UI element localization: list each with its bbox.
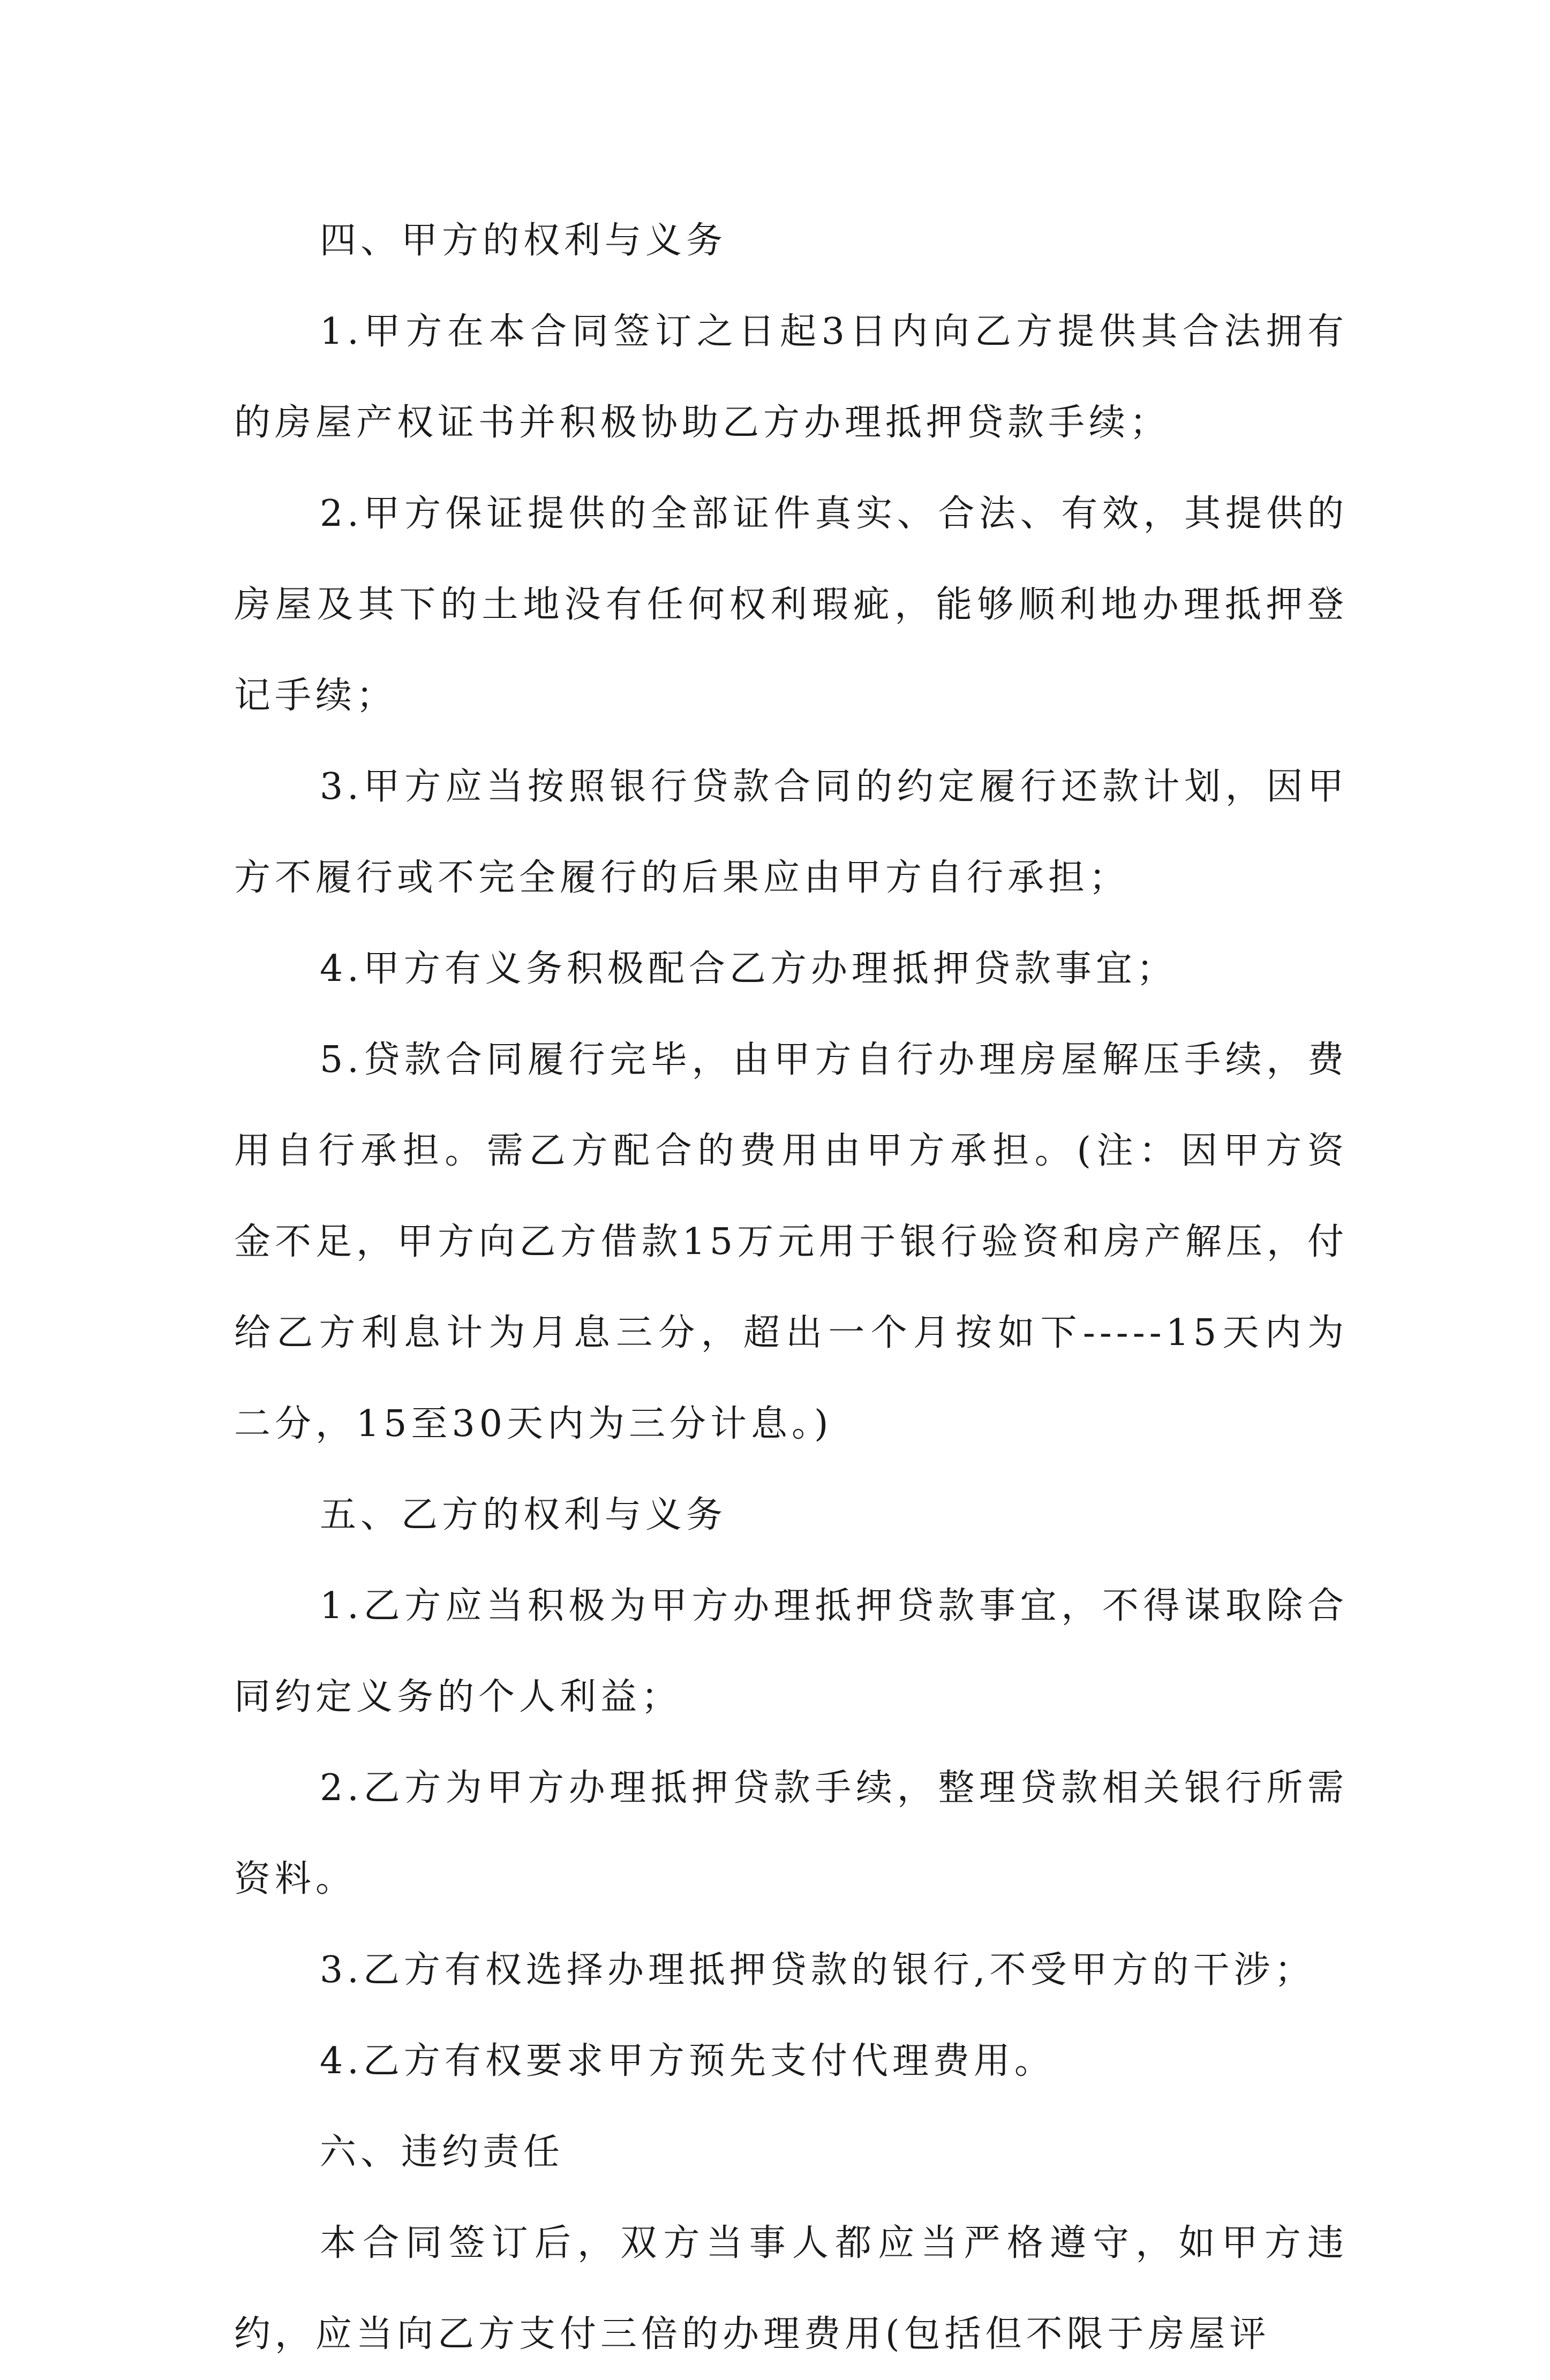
clause-a-4: 4.甲方有义务积极配合乙方办理抵押贷款事宜； <box>320 948 1177 990</box>
section-heading-party-b-rights: 五、乙方的权利与义务 <box>320 1494 727 1536</box>
clause-b-2: 2.乙方为甲方办理抵押贷款手续，整理贷款相关银行所需资料。 <box>234 1767 1348 1900</box>
section-heading-liability: 六、违约责任 <box>320 2131 565 2173</box>
document-body <box>234 195 1348 2380</box>
clause-a-2: 2.甲方保证提供的全部证件真实、合法、有效，其提供的房屋及其下的土地没有任何权利瑕疵，能够顺利地办理抵押登记手续； <box>234 493 1348 717</box>
clause-b-4: 4.乙方有权要求甲方预先支付代理费用。 <box>320 2040 1055 2082</box>
clause-a-1: 1.甲方在本合同签订之日起3日内向乙方提供其合法拥有的房屋产权证书并积极协助乙方办理抵押贷款手续； <box>234 311 1348 444</box>
section-heading-party-a-rights: 四、甲方的权利与义务 <box>320 220 727 262</box>
clause-b-1: 1.乙方应当积极为甲方办理抵押贷款事宜，不得谋取除合同约定义务的个人利益； <box>234 1585 1348 1718</box>
liability-paragraph: 本合同签订后，双方当事人都应当严格遵守，如甲方违约，应当向乙方支付三倍的办理费用(包括但不限于房屋评 <box>234 2222 1348 2355</box>
clause-a-5: 5.贷款合同履行完毕，由甲方自行办理房屋解压手续，费用自行承担。需乙方配合的费用由甲方承担。(注：因甲方资金不足，甲方向乙方借款15万元用于银行验资和房产解压，付给乙方利息计为月息三分，超出一个月按如下-----15天内为二分，15至30天内为三分计息。) <box>234 1039 1348 1445</box>
clause-b-3: 3.乙方有权选择办理抵押贷款的银行,不受甲方的干涉； <box>320 1949 1315 1991</box>
clause-a-3: 3.甲方应当按照银行贷款合同的约定履行还款计划，因甲方不履行或不完全履行的后果应由甲方自行承担； <box>234 766 1348 899</box>
